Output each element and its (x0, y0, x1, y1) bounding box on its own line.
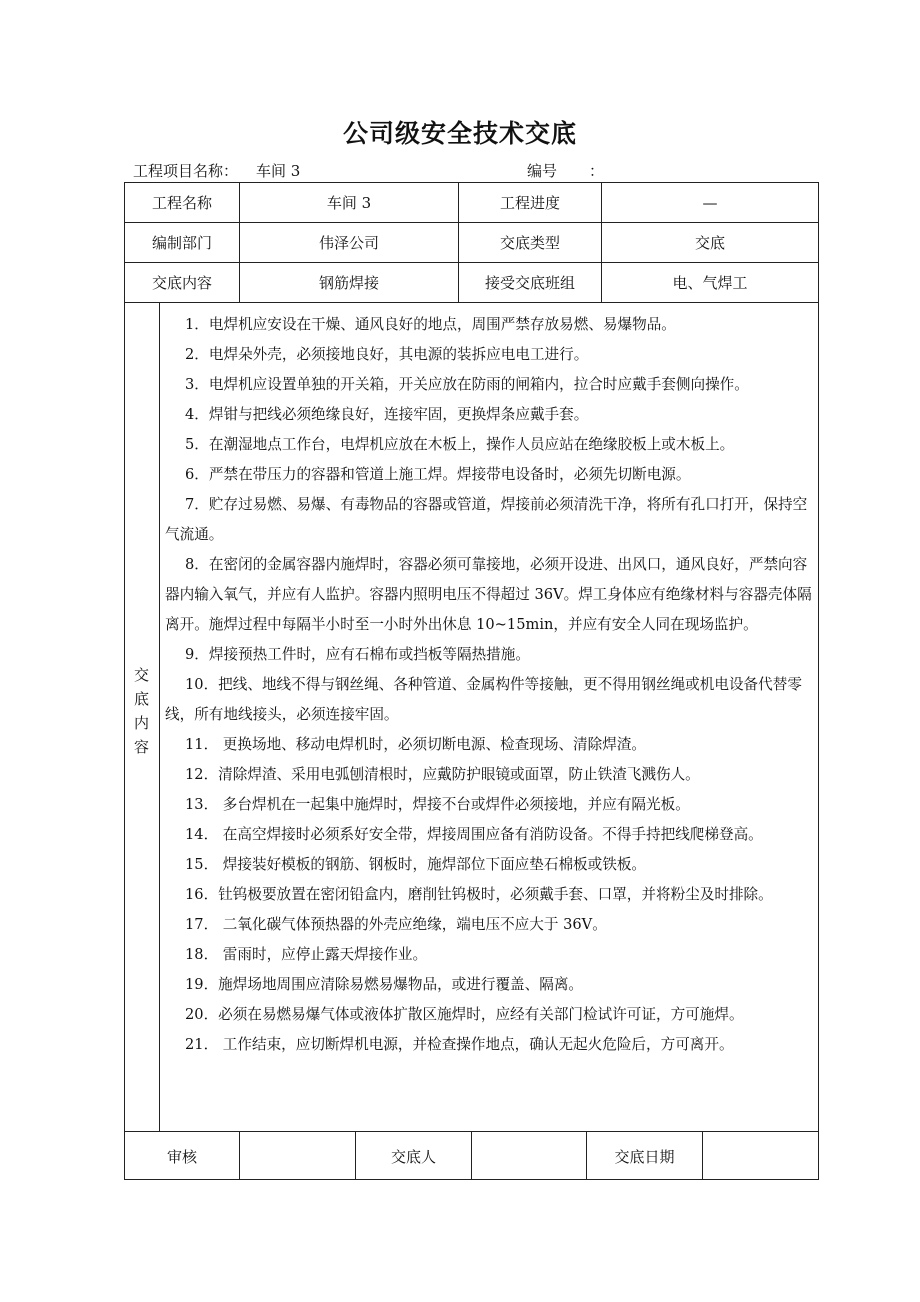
disclosure-content-value-cell: 钢筋焊接 (318, 274, 379, 292)
safety-rule-item: 19．施焊场地周围应清除易燃易爆物品，或进行覆盖、隔离。 (185, 976, 584, 993)
disclosure-date-label-cell: 交底日期 (614, 1147, 675, 1166)
number-line (527, 160, 604, 181)
project-name-line (133, 160, 300, 181)
disclosure-type-label-cell: 交底类型 (499, 234, 560, 252)
safety-rule-item: 6．严禁在带压力的容器和管道上施工焊。焊接带电设备时，必须先切断电源。 (185, 466, 691, 483)
disclosure-type-value-cell: 交底 (694, 234, 725, 252)
project-name-label-cell: 工程名称 (151, 194, 212, 212)
column-divider (159, 302, 160, 1131)
safety-rule-item: 4．焊钳与把线必须绝缘良好，连接牢固，更换焊条应戴手套。 (185, 406, 589, 423)
number-separator: ： (589, 162, 605, 180)
content-side-label: 交 底 内 容 (133, 666, 149, 756)
department-label-cell: 编制部门 (151, 234, 212, 252)
safety-rule-item: 11． 更换场地、移动电焊机时，必须切断电源、检查现场、清除焊渣。 (185, 736, 647, 753)
safety-rule-item: 12．清除焊渣、采用电弧刨清根时，应戴防护眼镜或面罩，防止铁渣飞溅伤人。 (185, 766, 700, 783)
safety-rule-item: 21． 工作结束，应切断焊机电源，并检查操作地点，确认无起火危险后，方可离开。 (185, 1036, 734, 1053)
safety-rule-item: 5．在潮湿地点工作台，电焊机应放在木板上，操作人员应站在绝缘胶板上或木板上。 (185, 436, 735, 453)
project-name-value: 车间 3 (256, 162, 301, 180)
review-label-cell: 审核 (166, 1147, 197, 1166)
safety-rule-item: 8．在密闭的金属容器内施焊时，容器必须可靠接地，必须开设进、出风口，通风良好，严禁向容器内输入氧气，并应有人监护。容器内照明电压不得超过 36V。焊工身体应有绝缘材料与容器壳体隔离开。施焊过程中每隔半小时至一小时外出休息 10~15min，并应有安全人同在现场监护。 (165, 556, 812, 633)
document-title: 公司级安全技术交底 (342, 119, 577, 148)
disclosure-content-label-cell: 交底内容 (151, 274, 212, 292)
disclosure-date-value-cell[interactable] (703, 1132, 818, 1180)
review-value-cell[interactable] (240, 1132, 355, 1180)
receiving-team-label-cell: 接受交底班组 (484, 274, 575, 292)
safety-rule-item: 15． 焊接装好模板的钢筋、钢板时，施焊部位下面应垫石棉板或铁板。 (185, 856, 647, 873)
row-divider (124, 302, 819, 303)
safety-rule-item: 13． 多台焊机在一起集中施焊时，焊接不台或焊件必须接地，并应有隔光板。 (185, 796, 690, 813)
safety-rule-item: 3．电焊机应设置单独的开关箱，开关应放在防雨的闸箱内，拉合时应戴手套侧向操作。 (185, 376, 749, 393)
safety-rule-item: 7．贮存过易燃、易爆、有毒物品的容器或管道，焊接前必须清洗干净，将所有孔口打开，保持空气流通。 (165, 496, 808, 543)
safety-rule-item: 1．电焊机应安设在干燥、通风良好的地点，周围严禁存放易燃、易爆物品。 (185, 316, 676, 333)
safety-rules-list (165, 310, 815, 1060)
project-name-value-cell: 车间 3 (326, 194, 372, 212)
safety-rule-item: 10．把线、地线不得与钢丝绳、各种管道、金属构件等接触，更不得用钢丝绳或机电设备代替零线，所有地线接头，必须连接牢固。 (165, 676, 802, 723)
project-name-label: 工程项目名称： (133, 162, 239, 180)
progress-value-cell: — (702, 193, 718, 212)
number-label: 编号 (527, 162, 558, 180)
safety-rule-item: 16．钍钨极要放置在密闭铅盒内，磨削钍钨极时，必须戴手套、口罩，并将粉尘及时排除。 (185, 886, 773, 903)
receiving-team-value-cell: 电、气焊工 (672, 274, 748, 292)
safety-rule-item: 17． 二氧化碳气体预热器的外壳应绝缘，端电压不应大于 36V。 (185, 916, 607, 933)
safety-rule-item: 9．焊接预热工件时，应有石棉布或挡板等隔热措施。 (185, 646, 530, 663)
safety-rule-item: 14． 在高空焊接时必须系好安全带，焊接周围应备有消防设备。不得手持把线爬梯登高。 (185, 826, 763, 843)
safety-rule-item: 18． 雷雨时，应停止露天焊接作业。 (185, 946, 428, 963)
discloser-value-cell[interactable] (472, 1132, 586, 1180)
safety-rule-item: 20．必须在易燃易爆气体或液体扩散区施焊时，应经有关部门检试许可证，方可施焊。 (185, 1006, 744, 1023)
discloser-label-cell: 交底人 (390, 1147, 436, 1166)
safety-rule-item: 2．电焊朵外壳，必须接地良好，其电源的装拆应电电工进行。 (185, 346, 589, 363)
progress-label-cell: 工程进度 (499, 194, 560, 212)
department-value-cell: 伟泽公司 (318, 234, 379, 252)
